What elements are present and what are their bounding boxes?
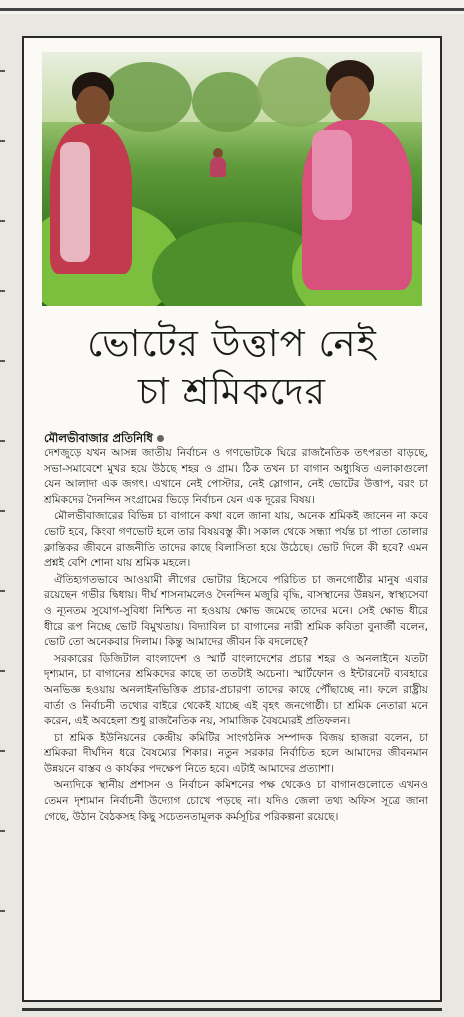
page-top-rule bbox=[0, 0, 464, 14]
paragraph-4: সরকারের ডিজিটাল বাংলাদেশ ও স্মার্ট বাংলাদেশের প্রচার শহর ও অনলাইনে যতটা দৃশ্যমান, চা বাগানের শ্রমিকদের কাছে তা ততটাই অচেনা। স্মার্টফোন ও ইন্টারনেট ব্যবহারে অনভিজ্ঞ হওয়ায় অনলাইনভিত্তিক প্রচার-প্রচারণা তাদের কাছে পৌঁছাচ্ছে না। ফলে রাষ্ট্রীয় বার্তা ও নির্বাচনী তথ্যের বাইরে থেকেই যাচ্ছে এই বৃহৎ জনগোষ্ঠী। চা শ্রমিক নেতারা মনে করেন, এই অবহেলা শুধু রাজনৈতিক নয়, সামাজিক বৈষম্যেরই প্রতিফলন। bbox=[44, 652, 428, 728]
paragraph-1: দেশজুড়ে যখন আসন্ন জাতীয় নির্বাচন ও গণভোটকে ঘিরে রাজনৈতিক তৎপরতা বাড়ছে, সভা-সমাবেশে মুখর হয়ে উঠছে শহর ও গ্রাম। ঠিক তখন চা বাগান অধ্যুষিত এলাকাগুলো যেন আলাদা এক জগৎ। এখানে নেই পোস্টার, নেই স্লোগান, নেই ভোটের উত্তাপ, বরং চা শ্রমিকদের দৈনন্দিন সংগ্রামের ভিড়ে নির্বাচন যেন এক দূরের বিষয়। bbox=[44, 447, 428, 506]
paragraph-5: চা শ্রমিক ইউনিয়নের কেন্দ্রীয় কমিটির সাংগঠনিক সম্পাদক বিজয় হাজরা বলেন, চা শ্রমিকরা দীর্ঘদিন ধরে বৈষম্যের শিকার। নতুন সরকার নির্বাচিত হলে আমাদের জীবনমান উন্নয়নে বাস্তব ও কার্যকর পদক্ষেপ নিতে হবে। এটাই আমাদের প্রত্যাশা। bbox=[44, 731, 428, 775]
headline-line-2: চা শ্রমিকদের bbox=[137, 370, 327, 413]
photo-worker-left bbox=[50, 72, 150, 292]
byline bbox=[44, 430, 424, 446]
headline bbox=[24, 320, 440, 416]
byline-text: মৌলভীবাজার প্রতিনিধি bbox=[44, 431, 153, 445]
paragraph-3: ঐতিহ্যগতভাবে আওয়ামী লীগের ভোটার হিসেবে পরিচিত চা জনগোষ্ঠীর মানুষ এবার রয়েছেন গভীর দ্বিধায়। দীর্ঘ শাসনামলেও দৈনন্দিন মজুরি বৃদ্ধি, বাসস্থানের উন্নয়ন, স্বাস্থ্যসেবা ও ন্যূনতম সুযোগ-সুবিধা নিশ্চিত না হওয়ায় ক্ষোভ জমেছে তাদের মনে। সেই ক্ষোভ ধীরে ধীরে রূপ নিচ্ছে ভোট বিমুখতায়। বিদ্যাবিল চা বাগানের নারী শ্রমিক কবিতা বুনার্জী বলেন, ভোট তো অনেকবার দিলাম। কিন্তু আমাদের জীবন কি বদলেছে? bbox=[44, 573, 428, 649]
paragraph-2: মৌলভীবাজারের বিভিন্ন চা বাগানে কথা বলে জানা যায়, অনেক শ্রমিকই জানেন না কবে ভোট হবে, কিংবা গণভোট হলে তার বিষয়বস্তু কী। সকাল থেকে সন্ধ্যা পর্যন্ত চা পাতা তোলার ক্লান্তিকর জীবনে রাজনীতি তাদের কাছে বিলাসিতা হয়ে উঠেছে। ভোট দিলে কী হবে? এমন প্রশ্নই বেশি শোনা যায় শ্রমিক মহলে। bbox=[44, 510, 428, 570]
photo-worker-right bbox=[282, 60, 422, 300]
photo-tree bbox=[192, 72, 262, 132]
tea-garden-photo bbox=[42, 52, 422, 306]
photo-worker-distant bbox=[208, 148, 228, 178]
headline-line-1: ভোটের উত্তাপ নেই bbox=[87, 322, 377, 365]
news-article bbox=[22, 36, 442, 1002]
article-body bbox=[44, 446, 428, 994]
margin-ticks bbox=[0, 30, 8, 1010]
page-bottom-rule bbox=[22, 1008, 442, 1011]
paragraph-6: অন্যদিকে স্থানীয় প্রশাসন ও নির্বাচন কমিশনের পক্ষ থেকেও চা বাগানগুলোতে এখনও তেমন দৃশ্যমান নির্বাচনী উদ্যোগ চোখে পড়ছে না। যদিও জেলা তথ্য অফিস সূত্রে জানা গেছে, উঠান বৈঠকসহ কিছু সচেতনতামূলক কর্মসূচির পরিকল্পনা রয়েছে। bbox=[44, 779, 428, 823]
top-rule-bar bbox=[0, 8, 464, 11]
byline-bullet-icon bbox=[157, 435, 164, 442]
